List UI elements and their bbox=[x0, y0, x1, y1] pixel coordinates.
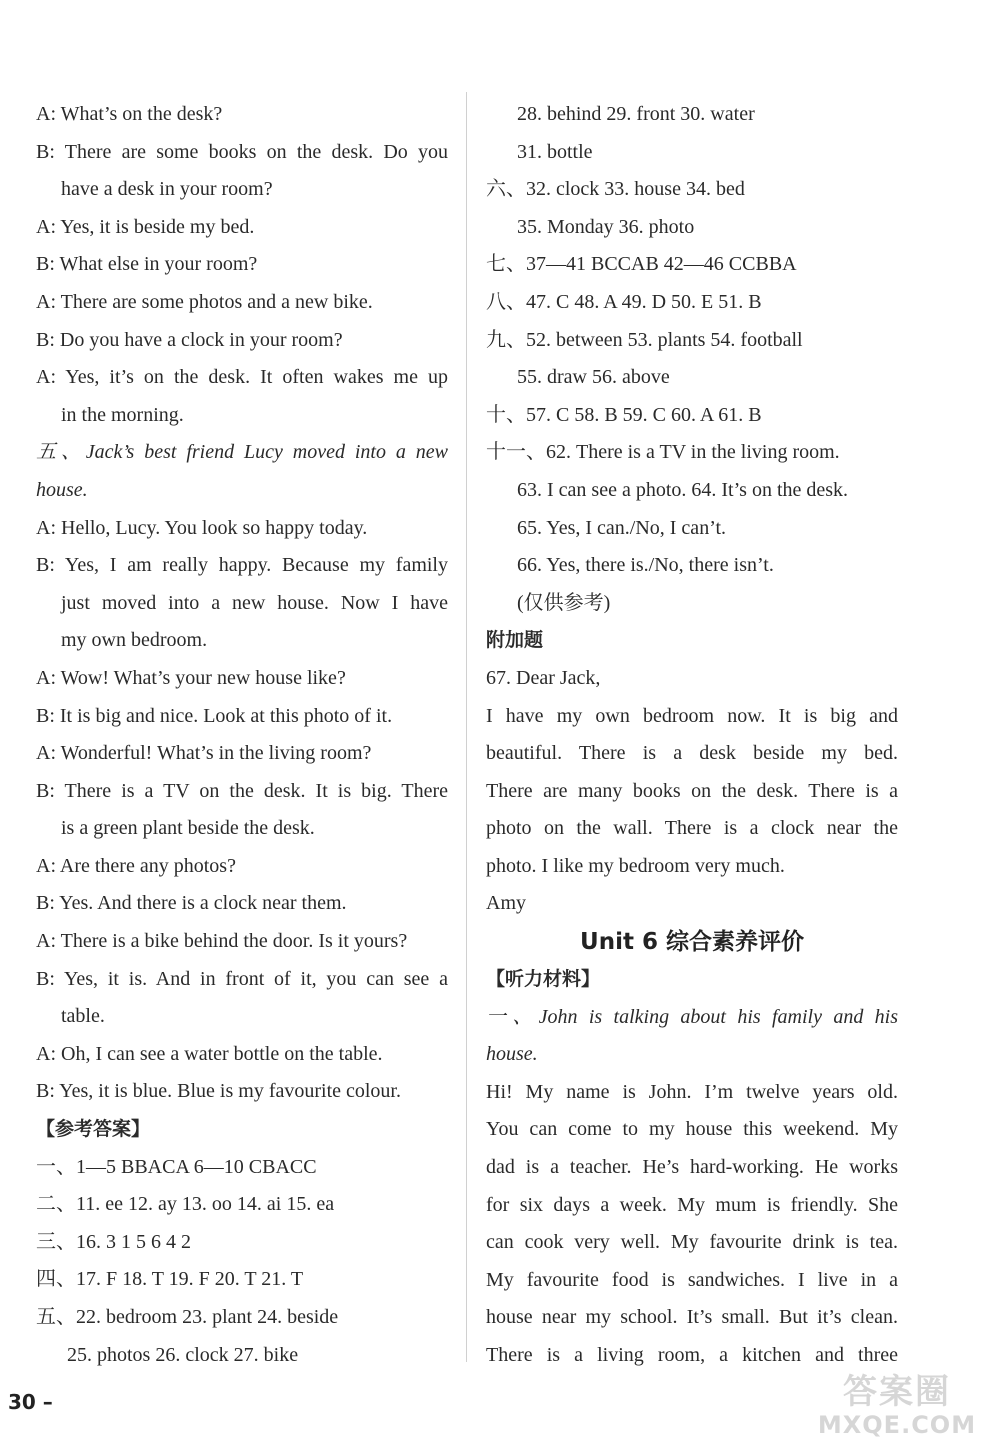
letter-line: photo on the wall. There is a clock near the bbox=[486, 817, 898, 840]
answer-line: 六、32. clock 33. house 34. bed bbox=[486, 178, 745, 201]
section-heading: house. bbox=[486, 1043, 538, 1066]
answer-line: 八、47. C 48. A 49. D 50. E 51. B bbox=[486, 290, 762, 313]
passage-line: dad is a teacher. He’s hard-working. He works bbox=[486, 1156, 898, 1179]
column-divider bbox=[466, 92, 467, 1362]
passage-line: There is a living room, a kitchen and three bbox=[486, 1344, 898, 1366]
answer-line: 四、17. F 18. T 19. F 20. T 21. T bbox=[36, 1268, 304, 1291]
dialogue-line: A: What’s on the desk? bbox=[36, 103, 223, 125]
answer-line: 五、22. bedroom 23. plant 24. beside bbox=[36, 1306, 339, 1328]
reference-note: (仅供参考) bbox=[517, 591, 611, 614]
answer-line: 十一、62. There is a TV in the living room. bbox=[486, 441, 840, 464]
section-heading: 一、John is talking about his family and his bbox=[486, 1005, 898, 1028]
dialogue-line: table. bbox=[61, 1005, 105, 1028]
dialogue-line: B: Yes, it is blue. Blue is my favourite colour. bbox=[36, 1080, 401, 1103]
dialogue-line: A: Wonderful! What’s in the living room? bbox=[36, 742, 372, 765]
answer-line: 七、37—41 BCCAB 42—46 CCBBA bbox=[486, 253, 797, 276]
dialogue-line: B: Do you have a clock in your room? bbox=[36, 328, 343, 351]
letter-line: 67. Dear Jack, bbox=[486, 666, 601, 689]
passage-line: My favourite food is sandwiches. I live in a bbox=[486, 1268, 898, 1291]
answer-line: 66. Yes, there is./No, there isn’t. bbox=[517, 554, 774, 577]
passage-line: house near my school. It’s small. But it’s clean. bbox=[486, 1306, 898, 1329]
passage-line: Hi! My name is John. I’m twelve years old. bbox=[486, 1080, 898, 1103]
dialogue-line: B: There are some books on the desk. Do you bbox=[36, 140, 448, 163]
dialogue-line: A: There are some photos and a new bike. bbox=[36, 290, 373, 313]
listening-material-heading: 【听力材料】 bbox=[486, 968, 601, 991]
answer-line: 三、16. 3 1 5 6 4 2 bbox=[36, 1230, 191, 1253]
dialogue-line: have a desk in your room? bbox=[61, 178, 273, 201]
dialogue-line: B: It is big and nice. Look at this photo of it. bbox=[36, 704, 393, 727]
dialogue-line: in the morning. bbox=[61, 403, 184, 426]
answer-line: 31. bottle bbox=[517, 140, 593, 163]
dialogue-line: just moved into a new house. Now I have bbox=[61, 591, 448, 614]
answer-line: 一、1—5 BBACA 6—10 CBACC bbox=[36, 1155, 317, 1178]
dialogue-line: B: Yes, I am really happy. Because my family bbox=[36, 554, 448, 577]
answer-line: 28. behind 29. front 30. water bbox=[517, 103, 755, 125]
watermark-bottom-text: MXQE.COM bbox=[817, 1411, 977, 1439]
letter-line: beautiful. There is a desk beside my bed. bbox=[486, 742, 898, 765]
unit-title: Unit 6 综合素养评价 bbox=[580, 929, 804, 956]
dialogue-line: A: Yes, it is beside my bed. bbox=[36, 215, 255, 238]
letter-signature: Amy bbox=[486, 892, 526, 915]
section-heading: 五、Jack’s best friend Lucy moved into a new bbox=[36, 441, 448, 464]
letter-line: I have my own bedroom now. It is big and bbox=[486, 704, 898, 727]
dialogue-line: my own bedroom. bbox=[61, 629, 208, 652]
answer-line: 九、52. between 53. plants 54. football bbox=[486, 328, 803, 351]
dialogue-line: A: Hello, Lucy. You look so happy today. bbox=[36, 516, 368, 539]
dialogue-line: A: Yes, it’s on the desk. It often wakes me up bbox=[36, 366, 448, 389]
letter-line: photo. I like my bedroom very much. bbox=[486, 854, 785, 877]
watermark-top-text: 答案圈 bbox=[843, 1372, 951, 1412]
answer-line: 25. photos 26. clock 27. bike bbox=[67, 1343, 299, 1366]
passage-line: for six days a week. My mum is friendly. She bbox=[486, 1193, 898, 1216]
passage-line: can cook very well. My favourite drink is tea. bbox=[486, 1231, 898, 1254]
dialogue-line: is a green plant beside the desk. bbox=[61, 817, 315, 840]
dialogue-line: A: Are there any photos? bbox=[36, 854, 236, 877]
watermark-logo bbox=[802, 1373, 992, 1445]
passage-line: You can come to my house this weekend. My bbox=[486, 1118, 898, 1141]
left-column bbox=[36, 96, 448, 1374]
answer-line: 55. draw 56. above bbox=[517, 366, 670, 389]
reference-answers-heading: 【参考答案】 bbox=[36, 1118, 151, 1141]
dialogue-line: B: There is a TV on the desk. It is big. There bbox=[36, 779, 448, 802]
page-number: 30 – bbox=[8, 1390, 53, 1414]
dialogue-line: A: Oh, I can see a water bottle on the table. bbox=[36, 1042, 383, 1065]
section-heading: house. bbox=[36, 478, 88, 501]
bonus-heading: 附加题 bbox=[486, 629, 544, 652]
answer-line: 63. I can see a photo. 64. It’s on the desk. bbox=[517, 478, 849, 501]
dialogue-line: A: Wow! What’s your new house like? bbox=[36, 666, 346, 689]
letter-line: There are many books on the desk. There is a bbox=[486, 779, 898, 802]
answer-line: 65. Yes, I can./No, I can’t. bbox=[517, 516, 727, 539]
dialogue-line: A: There is a bike behind the door. Is it yours? bbox=[36, 930, 408, 953]
answer-line: 十、57. C 58. B 59. C 60. A 61. B bbox=[486, 403, 762, 426]
dialogue-line: B: Yes, it is. And in front of it, you can see a bbox=[36, 967, 448, 990]
answer-line: 二、11. ee 12. ay 13. oo 14. ai 15. ea bbox=[36, 1193, 335, 1216]
dialogue-line: B: Yes. And there is a clock near them. bbox=[36, 892, 347, 915]
right-column bbox=[486, 96, 898, 1375]
dialogue-line: B: What else in your room? bbox=[36, 253, 258, 276]
answer-line: 35. Monday 36. photo bbox=[517, 215, 695, 238]
